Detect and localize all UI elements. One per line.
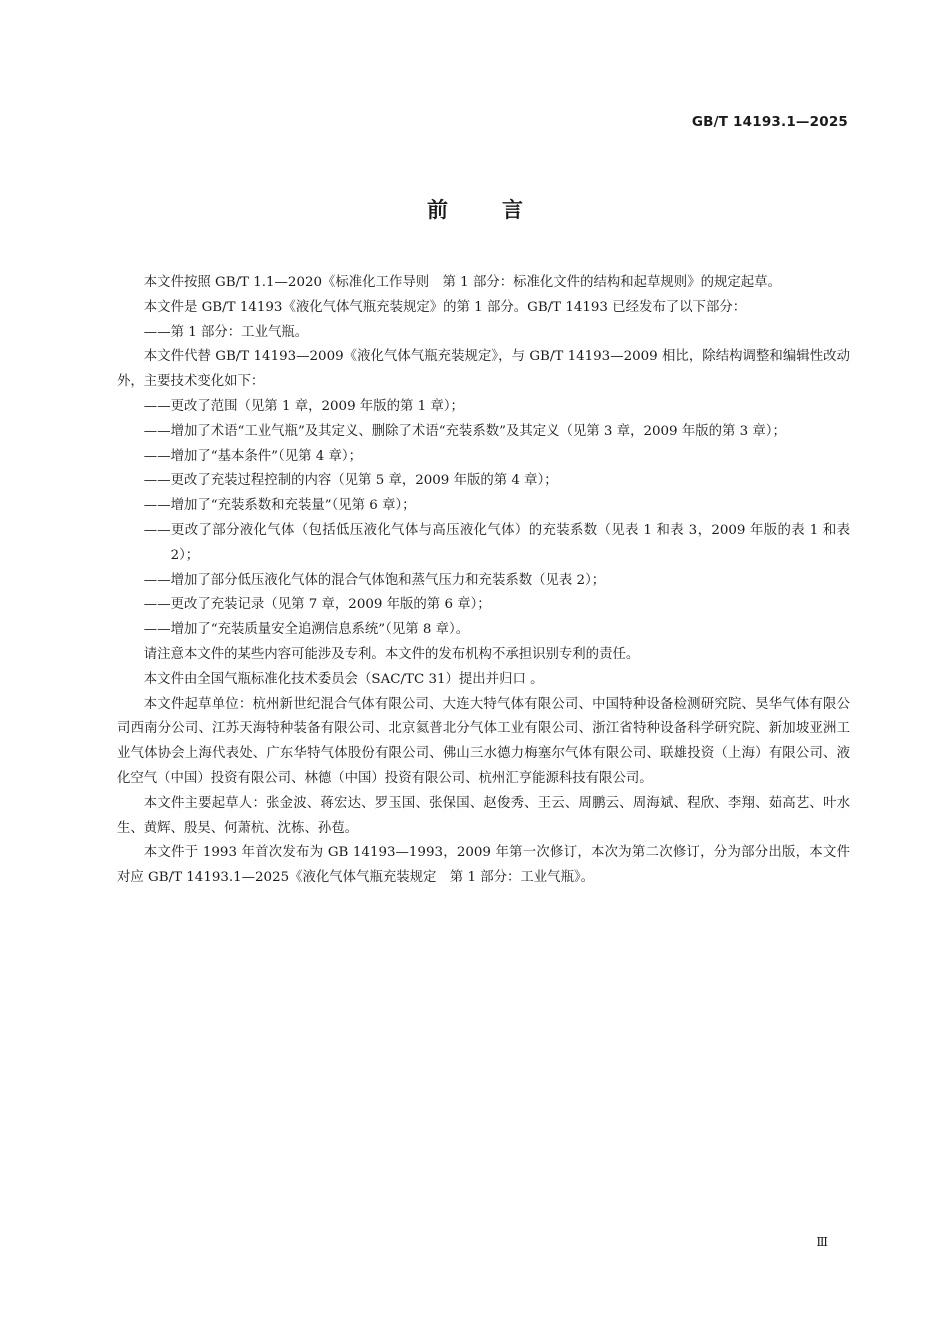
paragraph: 本文件主要起草人：张金波、蒋宏达、罗玉国、张保国、赵俊秀、王云、周鹏云、周海斌、程欣、李翔、茹高艺、叶水生、黄辉、殷昊、何萧杭、沈栋、孙苞。 (117, 795, 850, 836)
list-item: ——增加了“充装系数和充装量”（见第 6 章）； (143, 498, 416, 514)
paragraph: 本文件是 GB/T 14193《液化气体气瓶充装规定》的第 1 部分。GB/T 14193 已经发布了以下部分： (143, 299, 747, 315)
paragraph: 本文件代替 GB/T 14193—2009《液化气体气瓶充装规定》，与 GB/T 14193—2009 相比，除结构调整和编辑性改动外，主要技术变化如下： (117, 349, 850, 390)
page-title: 前言 (427, 198, 577, 222)
list-item: ——第 1 部分：工业气瓶。 (143, 324, 309, 340)
foreword-body (117, 271, 850, 891)
paragraph: 本文件起草单位：杭州新世纪混合气体有限公司、大连大特气体有限公司、中国特种设备检测研究院、昊华气体有限公司西南分公司、江苏天海特种装备有限公司、北京氦普北分气体工业有限公司、浙江省特种设备科学研究院、新加坡亚洲工业气体协会上海代表处、广东华特气体股份有限公司、佛山三水德力梅塞尔气体有限公司、联雄投资（上海）有限公司、液化空气（中国）投资有限公司、林德（中国）投资有限公司、杭州汇亨能源科技有限公司。 (117, 696, 850, 786)
list-item: ——增加了部分低压液化气体的混合气体饱和蒸气压力和充装系数（见表 2）； (143, 572, 606, 588)
list-item: ——更改了部分液化气体（包括低压液化气体与高压液化气体）的充装系数（见表 1 和表 3，2009 年版的表 1 和表 2）； (143, 522, 850, 563)
paragraph: 请注意本文件的某些内容可能涉及专利。本文件的发布机构不承担识别专利的责任。 (143, 646, 640, 662)
paragraph: 本文件由全国气瓶标准化技术委员会（SAC/TC 31）提出并归口 。 (143, 671, 544, 687)
list-item: ——增加了术语“工业气瓶”及其定义、删除了术语“充装系数”及其定义（见第 3 章，2009 年版的第 3 章）； (143, 423, 786, 439)
standard-number: GB/T 14193.1—2025 (691, 114, 848, 130)
list-item: ——更改了充装记录（见第 7 章，2009 年版的第 6 章）； (143, 597, 491, 613)
list-item: ——增加了“基本条件”（见第 4 章）； (143, 448, 362, 464)
list-item: ——更改了范围（见第 1 章，2009 年版的第 1 章）； (143, 398, 464, 414)
paragraph: 本文件于 1993 年首次发布为 GB 14193—1993，2009 年第一次修订，本次为第二次修订，分为部分出版，本文件对应 GB/T 14193.1—2025《液化气体气瓶充装规定 第 1 部分：工业气瓶》。 (117, 845, 850, 886)
list-item: ——更改了充装过程控制的内容（见第 5 章，2009 年版的第 4 章）； (143, 473, 558, 489)
page-number: Ⅲ (816, 1235, 828, 1249)
list-item: ——增加了“充装质量安全追溯信息系统”（见第 8 章）。 (143, 622, 470, 638)
paragraph: 本文件按照 GB/T 1.1—2020《标准化工作导则 第 1 部分：标准化文件的结构和起草规则》的规定起草。 (143, 275, 781, 290)
